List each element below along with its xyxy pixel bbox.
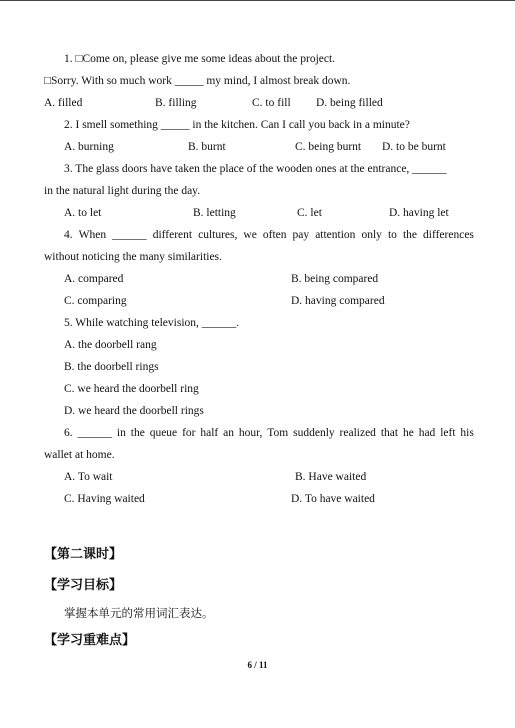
q4-option-d: D. having compared [291,295,385,307]
q4-option-b: B. being compared [291,273,379,285]
q4-option-c: C. comparing [64,295,127,307]
q1-option-c: C. to fill [252,97,291,109]
q5-option-d: D. we heard the doorbell rings [64,405,204,417]
q4-word: ______ [112,229,147,241]
q1-option-a: A. filled [44,97,83,109]
q6-word: suddenly [293,427,335,439]
q4-word: the [402,229,417,241]
page-number: 6 / 11 [247,660,268,670]
q6-word: 6. [64,427,73,439]
q6-option-a: A. To wait [64,471,113,483]
q6-option-d: D. To have waited [291,493,375,505]
heading-second-lesson: 【第二课时】 [44,547,123,562]
q6-word: that [380,427,399,439]
q4-word: cultures, [198,229,238,241]
q6-word: in [116,427,126,439]
q4-word: pay [292,229,310,241]
question-3-line-1: 3. The glass doors have taken the place of the wooden ones at the entrance, ______ [64,163,447,175]
q6-word: hour, [238,427,263,439]
q4-word: different [152,229,193,241]
q4-word: often [262,229,287,241]
q6-option-c: C. Having waited [64,493,145,505]
q6-word: for [182,427,196,439]
q4-word: When [78,229,107,241]
q3-option-b: B. letting [193,207,236,219]
question-4-line-2: without noticing the many similarities. [44,251,222,263]
question-3-line-2: in the natural light during the day. [44,185,201,197]
q4-word: only [361,229,382,241]
q5-option-a: A. the doorbell rang [64,339,157,351]
q5-option-c: C. we heard the doorbell ring [64,383,199,395]
q4-word: differences [423,229,474,241]
q4-word: 4. [64,229,73,241]
q2-option-c: C. being burnt [295,141,362,153]
q6-word: an [223,427,235,439]
q4-word: attention [315,229,356,241]
heading-key-points: 【学习重难点】 [44,633,136,648]
top-rule [0,0,515,1]
q6-word: Tom [267,427,289,439]
q6-word: queue [149,427,178,439]
q2-option-d: D. to be burnt [382,141,446,153]
q3-option-a: A. to let [64,207,102,219]
q5-option-b: B. the doorbell rings [64,361,159,373]
q3-option-d: D. having let [389,207,449,219]
question-5-line-1: 5. While watching television, ______. [64,317,240,329]
q6-word: had [418,427,436,439]
question-2-line-1: 2. I smell something _____ in the kitchen. Can I call you back in a minute? [64,119,410,131]
question-1-line-2: □Sorry. With so much work _____ my mind, I almost break down. [44,75,351,87]
q6-word: left [440,427,456,439]
q1-option-d: D. being filled [316,97,383,109]
question-1-line-1: 1. □Come on, please give me some ideas about the project. [64,53,336,65]
q4-word: to [387,229,397,241]
q4-word: we [243,229,257,241]
q6-option-b: B. Have waited [295,471,367,483]
q3-option-c: C. let [297,207,322,219]
q4-option-a: A. compared [64,273,124,285]
question-6-line-2: wallet at home. [44,449,115,461]
q1-option-b: B. filling [155,97,197,109]
q6-word: half [200,427,219,439]
q6-word: realized [339,427,376,439]
q2-option-b: B. burnt [188,141,226,153]
heading-learning-objectives: 【学习目标】 [44,578,123,593]
q6-word: the [130,427,145,439]
q6-word: ______ [77,427,113,439]
q6-word: he [402,427,414,439]
q2-option-a: A. burning [64,141,114,153]
question-6-line-1 [64,426,474,440]
question-4-line-1 [64,228,474,242]
q6-word: his [460,427,474,439]
objective-text: 掌握本单元的常用词汇表达。 [64,606,214,620]
